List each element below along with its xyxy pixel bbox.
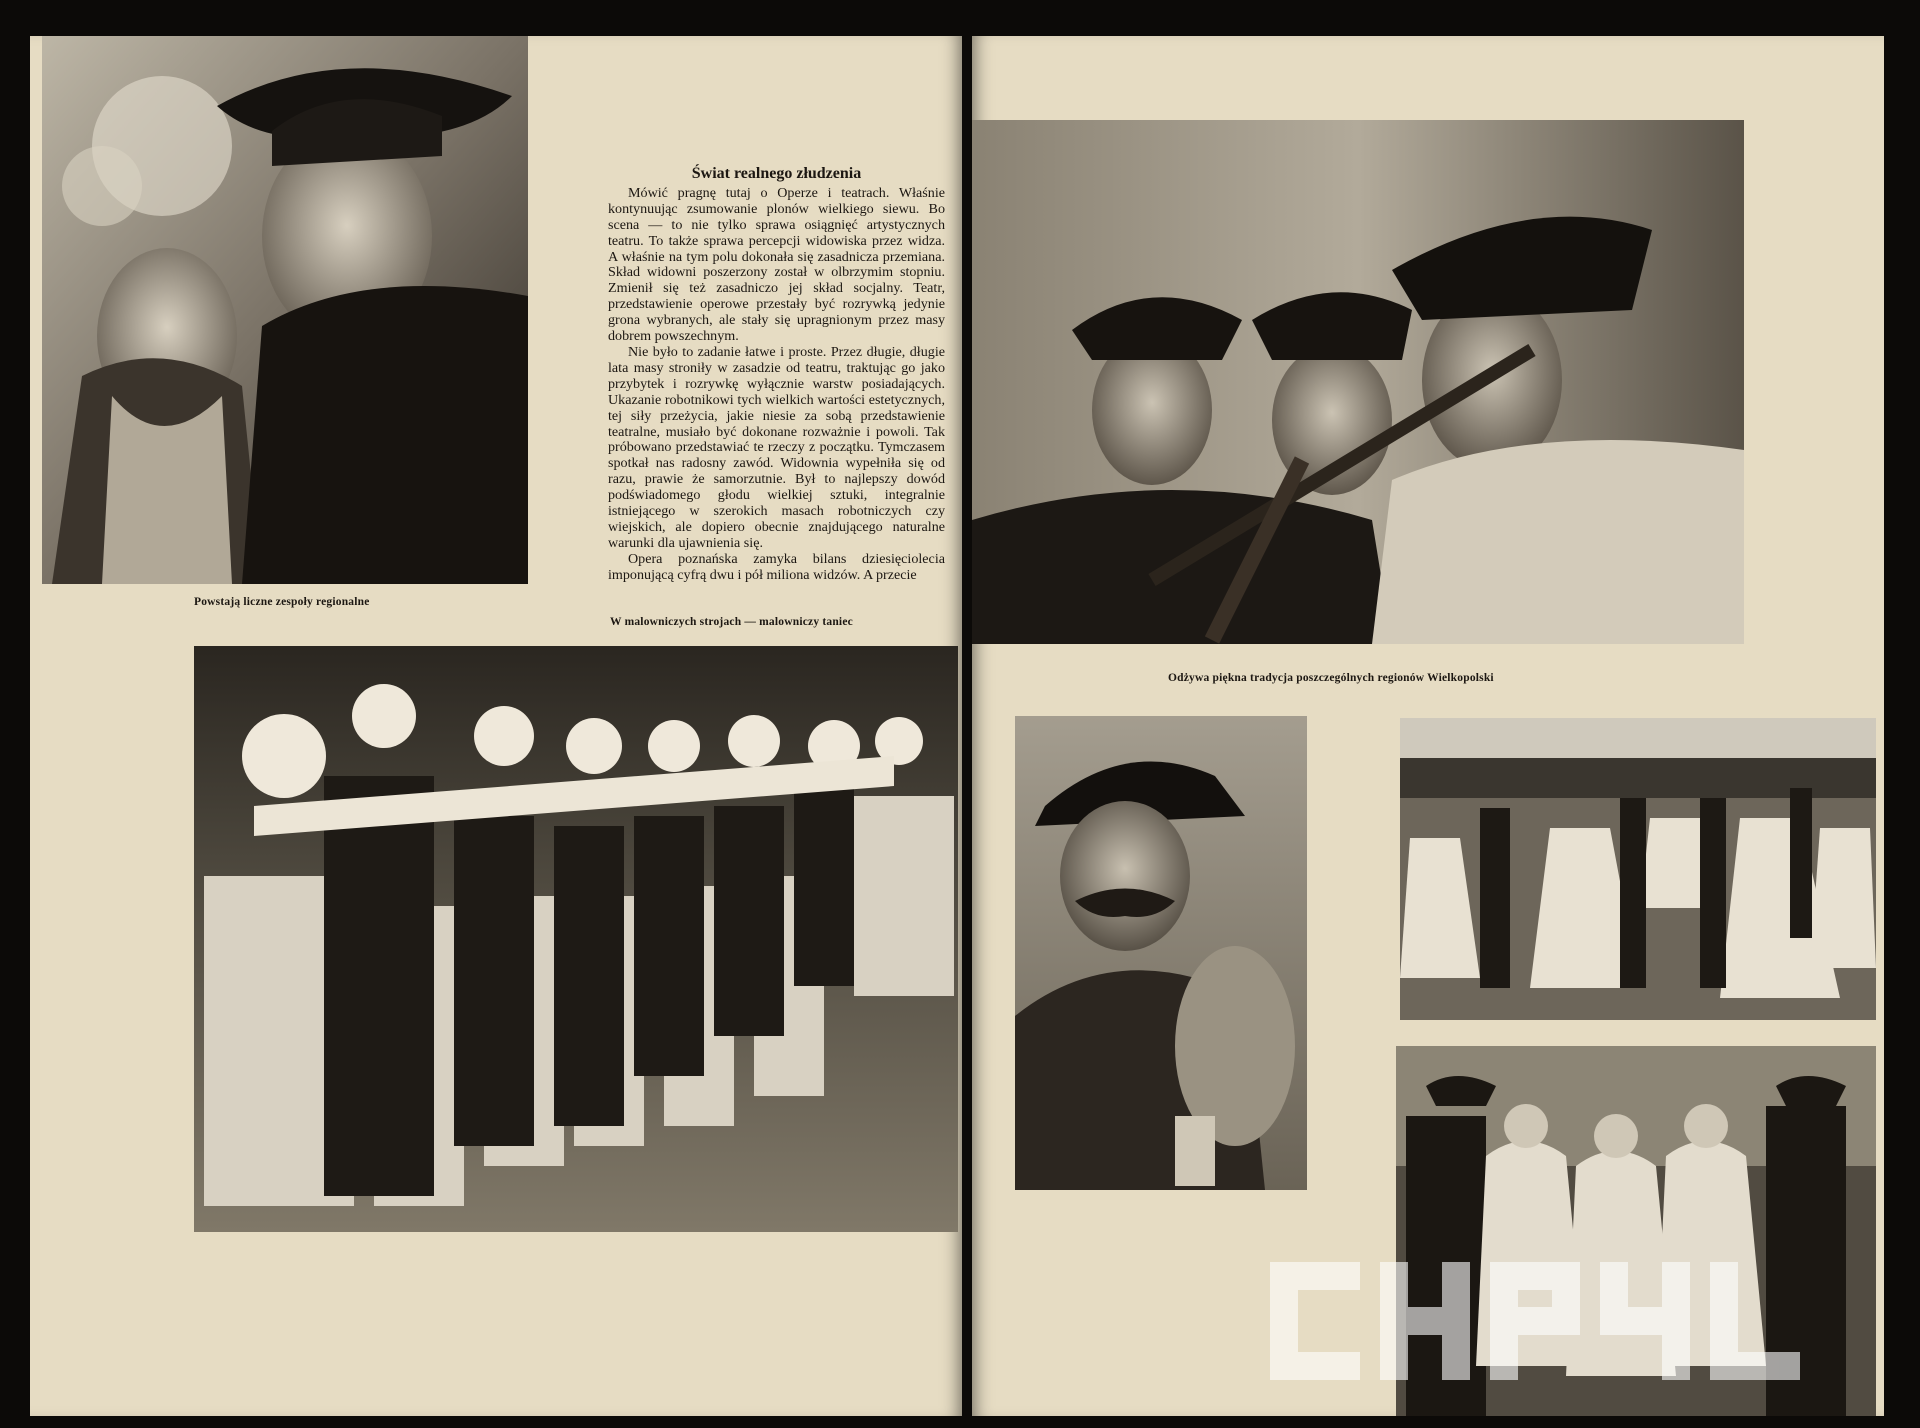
right-page	[972, 36, 1884, 1416]
photo-couple	[42, 36, 528, 584]
caption-costumes-dance: W malowniczych strojach — malowniczy taniec	[610, 616, 853, 628]
photo-musicians	[972, 120, 1744, 644]
article-paragraph: Mówić pragnę tutaj o Operze i teatrach. Właśnie kontynuując zsumowanie plonów wielkiego siewu. Bo scena — to nie tylko sprawa osiągnięć artystycznych teatru. To także sprawa percepcji widowiska przez widza. A właśnie na tym polu dokonała się zasadnicza przemiana. Skład widowni poszerzony został w olbrzymim stopniu. Zmienił się też zasadniczo jej skład socjalny. Teatr, przedstawienie operowe przestały być rozrywką jedynie grona wybranych, ale stały się upragnionym przez masy dobrem powszechnym.	[608, 184, 945, 345]
photo-bagpiper	[1015, 716, 1307, 1190]
photo-dancers	[194, 646, 958, 1232]
article	[608, 166, 945, 584]
article-paragraph: Opera poznańska zamyka bilans dziesięciolecia imponującą cyfrą dwu i pół miliona widzów. A przecie	[608, 550, 945, 583]
left-page	[30, 36, 962, 1416]
photo-dance-field	[1400, 718, 1876, 1020]
watermark-logo	[1270, 1262, 1880, 1380]
caption-tradition: Odżywa piękna tradycja poszczególnych regionów Wielkopolski	[1168, 672, 1494, 684]
article-paragraph: Nie było to zadanie łatwe i proste. Przez długie, długie lata masy stroniły w zasadzie od teatru, traktując go jako przybytek i rozrywkę wyłącznie warstw posiadających. Ukazanie robotnikowi tych wielkich wartości estetycznych, tej siły przeżycia, jakie niesie za sobą przedstawienie teatralne, musiało być dokonane rozważnie i powoli. Tak próbowano przedstawiać te rzeczy z początku. Tymczasem spotkał nas radosny zawód. Widownia wypełniła się od razu, prawie że samorzutnie. Był to najlepszy dowód podświadomego głodu wielkiej sztuki, integralnie istniejącego w szerokich masach robotniczych czy wiejskich, ale dopiero obecnie znajdującego naturalne warunki dla ujawnienia się.	[608, 343, 945, 551]
article-title: Świat realnego złudzenia	[691, 165, 862, 182]
caption-regional-groups: Powstają liczne zespoły regionalne	[194, 596, 370, 608]
